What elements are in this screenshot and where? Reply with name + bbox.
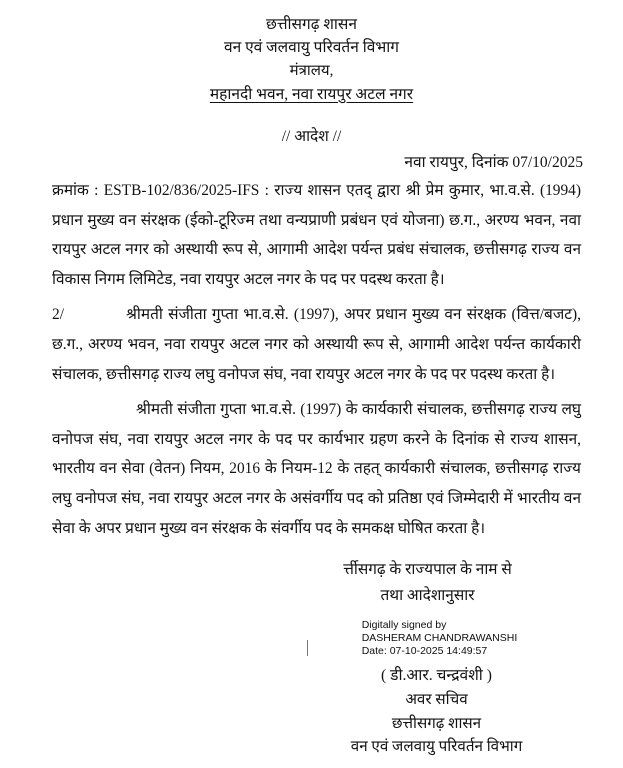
order-title: // आदेश // xyxy=(281,128,342,146)
closing-block xyxy=(0,557,605,609)
header-address-wrap xyxy=(0,84,623,106)
digital-signature-name: DASHERAM CHANDRAWANSHI xyxy=(361,632,518,645)
header-address: महानदी भवन, नवा रायपुर अटल नगर xyxy=(209,85,414,103)
place-and-date: नवा रायपुर, दिनांक 07/10/2025 xyxy=(404,154,583,172)
document-page xyxy=(0,14,623,768)
paragraph-two xyxy=(52,300,581,389)
header-ministry: मंत्रालय, xyxy=(289,62,334,79)
signature-block xyxy=(0,619,623,758)
signatory-organization: छत्तीसगढ़ शासन xyxy=(391,714,482,732)
paragraph-two-number: 2/ xyxy=(52,306,64,324)
digital-signature-info xyxy=(362,619,518,657)
text-cursor xyxy=(307,640,308,656)
paragraph-three-text: श्रीमती संजीता गुप्ता भा.व.से. (1997) के कार्यकारी संचालक, छत्तीसगढ़ राज्य लघु वनोपज संघ, नवा रायपुर अटल नगर के पद पर कार्यभार ग्रहण करने के दिनांक से राज्य शासन, भारतीय वन सेवा (वेतन) नियम, 2016 के नियम-12 के तहत् कार्यकारी संचालक, छत्तीसगढ़ राज्य लघु वनोपज संघ, नवा रायपुर अटल नगर के असंवर्गीय पद को प्रतिष्ठा एवं जिम्मेदारी में भारतीय वन सेवा के अपर प्रधान मुख्य वन संरक्षक के संवर्गीय पद के समकक्ष घोषित करता है। xyxy=(52,401,581,537)
paragraph-three xyxy=(52,395,581,543)
digital-signature-date: Date: 07-10-2025 14:49:57 xyxy=(361,645,488,658)
signatory-name: ( डी.आर. चन्द्रवंशी ) xyxy=(381,666,492,684)
header-state-government: छत्तीसगढ़ शासन xyxy=(265,16,358,33)
paragraph-one: क्रमांक : ESTB-102/836/2025-IFS : राज्य शासन एतद् द्वारा श्री प्रेम कुमार, भा.व.से. (1994) प्रधान मुख्य वन संरक्षक (ईको-टूरिज्म तथा वन्यप्राणी प्रबंधन एवं योजना) छ.ग., अरण्य भवन, नवा रायपुर अटल नगर को अस्थायी रूप से, आगामी आदेश पर्यन्त प्रबंध संचालक, छत्तीसगढ़ राज्य वन विकास निगम लिमिटेड, नवा रायपुर अटल नगर के पद पर पदस्थ करता है। xyxy=(52,182,581,288)
document-header xyxy=(0,14,623,106)
signatory-department: वन एवं जलवायु परिवर्तन विभाग xyxy=(350,738,523,756)
closing-governor-line: र्त्तीसगढ़ के राज्यपाल के नाम से xyxy=(343,561,512,579)
signatory-role: अवर सचिव xyxy=(405,691,468,709)
paragraph-two-text: श्रीमती संजीता गुप्ता भा.व.से. (1997), अपर प्रधान मुख्य वन संरक्षक (वित्त/बजट), छ.ग., अरण्य भवन, नवा रायपुर अटल नगर को अस्थायी रूप से, आगामी आदेश पर्यन्त कार्यकारी संचालक, छत्तीसगढ़ राज्य लघु वनोपज संघ, नवा रायपुर अटल नगर के पद पर पदस्थ करता है। xyxy=(52,306,581,383)
document-body xyxy=(0,176,623,543)
closing-order-line: तथा आदेशानुसार xyxy=(380,587,475,605)
header-department: वन एवं जलवायु परिवर्तन विभाग xyxy=(223,39,400,57)
digital-signature-label: Digitally signed by xyxy=(361,619,447,632)
